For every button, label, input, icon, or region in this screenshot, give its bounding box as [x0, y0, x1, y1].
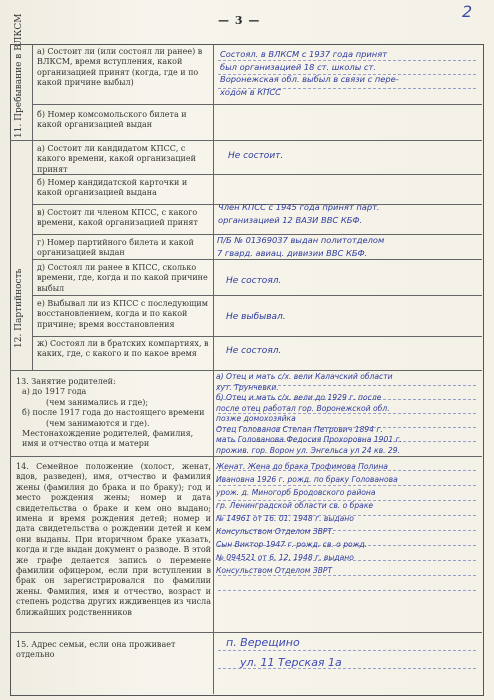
section-divider — [10, 632, 482, 633]
s12-g-question: г) Номер партийного билета и какой организацией выдан — [37, 238, 194, 258]
page-number: — 3 — — [218, 14, 261, 27]
section-12-title: 12. Партийность — [14, 268, 24, 348]
s12-a-answer: Не состоит. — [228, 151, 284, 161]
s13-answer: а) Отец и мать с/х. вели Калачский области хут. Трунчевки. б) Отец и мать с/х. вели до 1929 г. после после отец работал гор. Воронежской обл. позже домохозяйка Отец Голованов Степан Петрович 1894 г. мать Голованова Федосия Прохоровна 1901 г. прожив. гор. Ворон ул. Энгельса ул 24 кв. 29. — [216, 372, 402, 455]
s11-a-question: а) Состоит ли (или состоял ли ранее) в ВЛКСМ, время вступления, какой организацией принят (когда, где и по какой причине выбыл) — [37, 47, 203, 88]
s12-g-answer: П/Б № 01369037 выдан политотделом 7 гвард. авиац. дивизии ВВС КБФ. — [217, 235, 385, 258]
s12-e-answer: Не выбывал. — [226, 312, 286, 322]
s12-a-question: а) Состоит ли кандидатом КПСС, с какого времени, какой организацией принят — [37, 144, 196, 174]
s13-q-b-note: (чем занимаются и где). — [46, 418, 150, 428]
s13-q-b: б) после 1917 года до настоящего времени — [22, 408, 205, 418]
row-divider — [32, 104, 482, 105]
row-divider — [32, 336, 482, 337]
s12-zh-question: ж) Состоял ли в братских компартиях, в каких, где, с какого и по какое время — [37, 339, 209, 359]
s12-v-question: в) Состоит ли членом КПСС, с какого времени, какой организацией принят — [37, 208, 198, 228]
section-11-title: 11. Пребывание в ВЛКСМ — [14, 13, 24, 138]
s12-d-question: д) Состоял ли ранее в КПСС, сколько времени, где, когда и по какой причине выбыл — [37, 263, 208, 293]
s12-v-answer: Член КПСС с 1945 года принят парт. организацией 12 ВАЗИ ВВС КБФ. — [218, 202, 380, 225]
s13-q-a-note: (чем занимались и где); — [46, 397, 149, 407]
section-divider — [10, 140, 482, 141]
s12-e-question: е) Выбывал ли из КПСС с последующим восстановлением, когда и по какой причине; время восстановления — [37, 299, 208, 329]
s12-zh-answer: Не состоял. — [226, 346, 282, 356]
s13-q-addr: Местонахождение родителей, фамилия, имя и отчество отца и матери — [22, 429, 194, 449]
s13-q-a: а) до 1917 года — [22, 387, 87, 397]
s15-answer-line-1: п. Верещино — [226, 636, 300, 649]
s11-a-answer: Состоял. в ВЛКСМ с 1937 года принят был организацией 18 ст. школы ст. Воронежская обл. выбыл в связи с пере- ходом в КПСС — [220, 49, 399, 97]
s11-b-question: б) Номер комсомольского билета и какой организацией выдан — [37, 110, 187, 130]
s14-question: 14. Семейное положение (холост, женат, вдов, разведен), имя, отчество и фамилия жены (фамилия до брака и по браку); год и место рождения жены; номер и дата свидетельства о браке и кем оно выдано; имена и время рождения детей; номер и дата свидетельства о рождении детей и кем они выданы. При вторичном браке указать, когда и где выдан документ о разводе. В этой же графе делается запись о перемене фамилии офицером, если при вступлении в брак он зарегистрировался по фамилии жены. Фамилия, имя и отчество, возраст и степень родства других иждивенцев из числа ближайших родственников — [16, 462, 211, 617]
row-divider — [32, 295, 482, 296]
s15-question: 15. Адрес семьи, если она проживает отдельно — [16, 640, 176, 660]
s12-d-answer: Не состоял. — [226, 276, 282, 286]
section-divider — [10, 456, 482, 457]
section-divider — [10, 370, 482, 371]
s14-answer: Женат. Жена до брака Трофимова Полина Ивановна 1926 г. рожд. по браку Голованова урож. д. Миногорб Бродовского района гр. Ленинградской области св. о браке № 14961 от 16. 01. 1948 г. выдано Консульством Отделом ЗВРТ. Сын Виктор 1947 г. рожд. св. о рожд. № 094521 от 6. 12. 1948 г. выдано Консульством Отделом ЗВРТ — [216, 462, 398, 575]
s15-answer-line-2: ул. 11 Терская 1а — [240, 656, 342, 669]
s13-question — [16, 377, 211, 450]
corner-page-mark: 2 — [462, 2, 473, 21]
side-column-divider — [32, 44, 33, 370]
question-answer-divider — [213, 44, 214, 694]
row-divider — [32, 259, 482, 260]
s13-title: 13. Занятие родителей: — [16, 377, 116, 386]
s12-b-question: б) Номер кандидатской карточки и какой организацией выдана — [37, 178, 188, 198]
